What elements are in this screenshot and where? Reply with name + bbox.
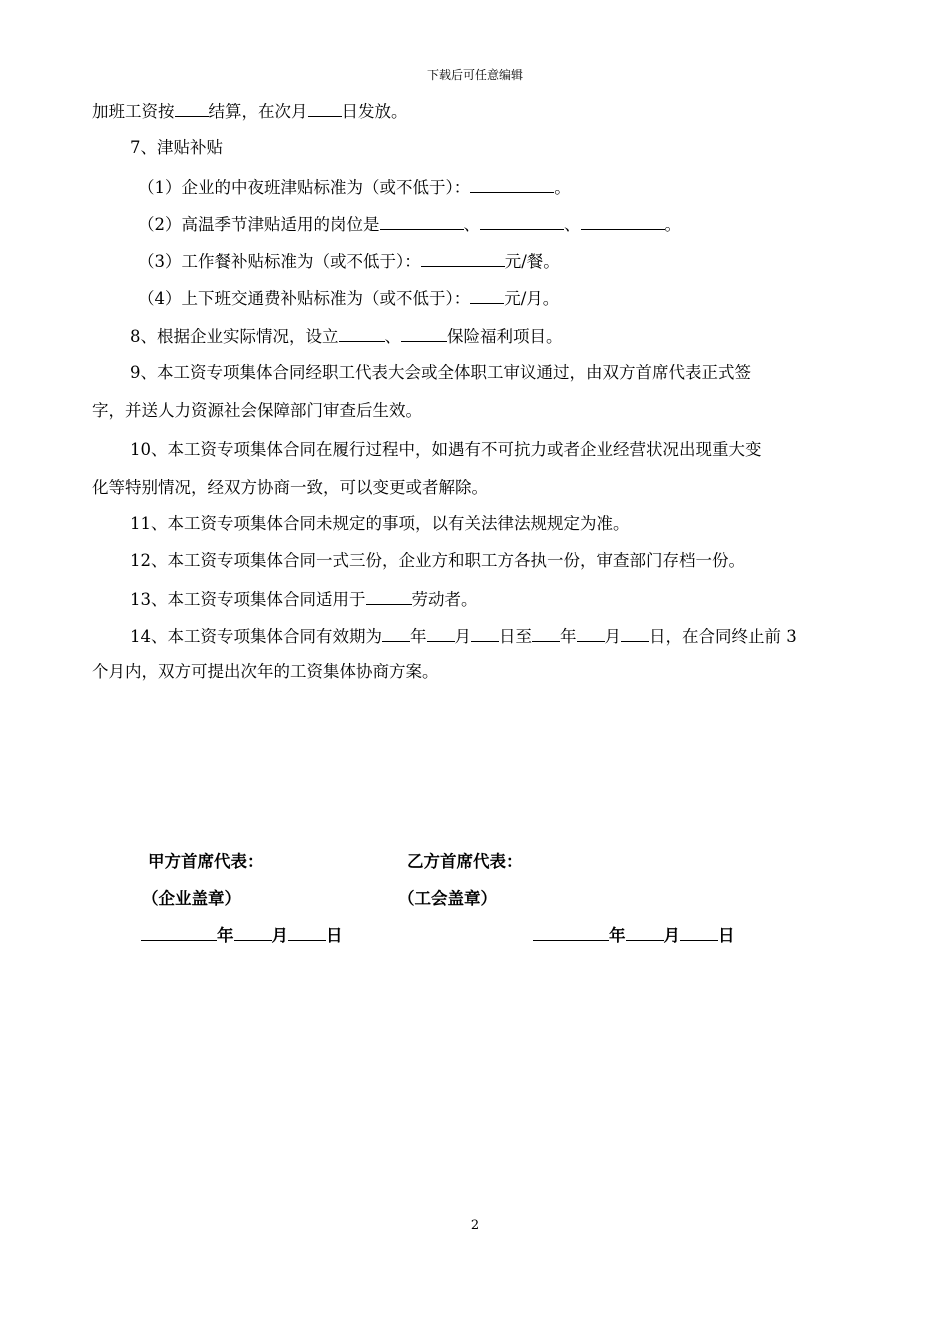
clause-line: （1）企业的中夜班津贴标准为（或不低于）： 。 [138,178,571,197]
clause-line: 12、本工资专项集体合同一式三份，企业方和职工方各执一份，审查部门存档一份。 [130,551,745,570]
party-a-date: 年 月 日 [141,922,343,946]
party-a-label: 甲方首席代表： [148,852,264,871]
blank-field[interactable] [471,625,499,642]
clause-line: 13、本工资专项集体合同适用于 劳动者。 [130,590,478,609]
clause-line: （2）高温季节津贴适用的岗位是 、 、 。 [138,215,681,234]
clause-line: 10、本工资专项集体合同在履行过程中，如遇有不可抗力或者企业经营状况出现重大变 [130,440,762,459]
blank-field[interactable] [680,924,718,941]
blank-field[interactable] [382,625,410,642]
clause-line: 8、根据企业实际情况，设立 、 保险福利项目。 [130,327,563,346]
blank-field[interactable] [288,924,326,941]
page-header: 下载后可任意编辑 [426,68,523,82]
party-b-seal: （工会盖章） [398,889,497,908]
overtime-pay-line: 加班工资按 结算，在次月 日发放。 [92,102,408,121]
page-number: 2 [470,1218,480,1233]
party-b-date: 年 月 日 [533,922,735,946]
blank-field[interactable] [470,176,554,193]
blank-field[interactable] [577,625,605,642]
validity-line: 14、本工资专项集体合同有效期为 年 月 日至 年 月 日，在合同终止前 3 [130,627,797,646]
blank-field[interactable] [401,325,447,342]
blank-field[interactable] [175,100,209,117]
clause-line: 化等特别情况，经双方协商一致，可以变更或者解除。 [92,478,488,497]
blank-field[interactable] [581,213,665,230]
clause-line: 个月内，双方可提出次年的工资集体协商方案。 [92,662,439,681]
blank-field[interactable] [480,213,564,230]
party-a-seal: （企业盖章） [142,889,241,908]
blank-field[interactable] [308,100,342,117]
clause-line: （3）工作餐补贴标准为（或不低于）： 元/餐。 [138,252,560,271]
blank-field[interactable] [339,325,385,342]
clause-line: 字，并送人力资源社会保障部门审查后生效。 [92,401,422,420]
blank-field[interactable] [532,625,560,642]
blank-field[interactable] [427,625,455,642]
blank-field[interactable] [533,924,609,941]
blank-field[interactable] [421,250,505,267]
section-heading: 7、津贴补贴 [130,138,223,157]
clause-line: （4）上下班交通费补贴标准为（或不低于）： 元/月。 [138,289,560,308]
blank-field[interactable] [380,213,464,230]
blank-field[interactable] [626,924,664,941]
blank-field[interactable] [234,924,272,941]
party-b-label: 乙方首席代表： [407,852,523,871]
blank-field[interactable] [141,924,217,941]
clause-line: 9、本工资专项集体合同经职工代表大会或全体职工审议通过，由双方首席代表正式签 [130,363,751,382]
blank-field[interactable] [470,287,504,304]
blank-field[interactable] [621,625,649,642]
clause-line: 11、本工资专项集体合同未规定的事项，以有关法律法规规定为准。 [130,514,630,533]
blank-field[interactable] [366,588,412,605]
